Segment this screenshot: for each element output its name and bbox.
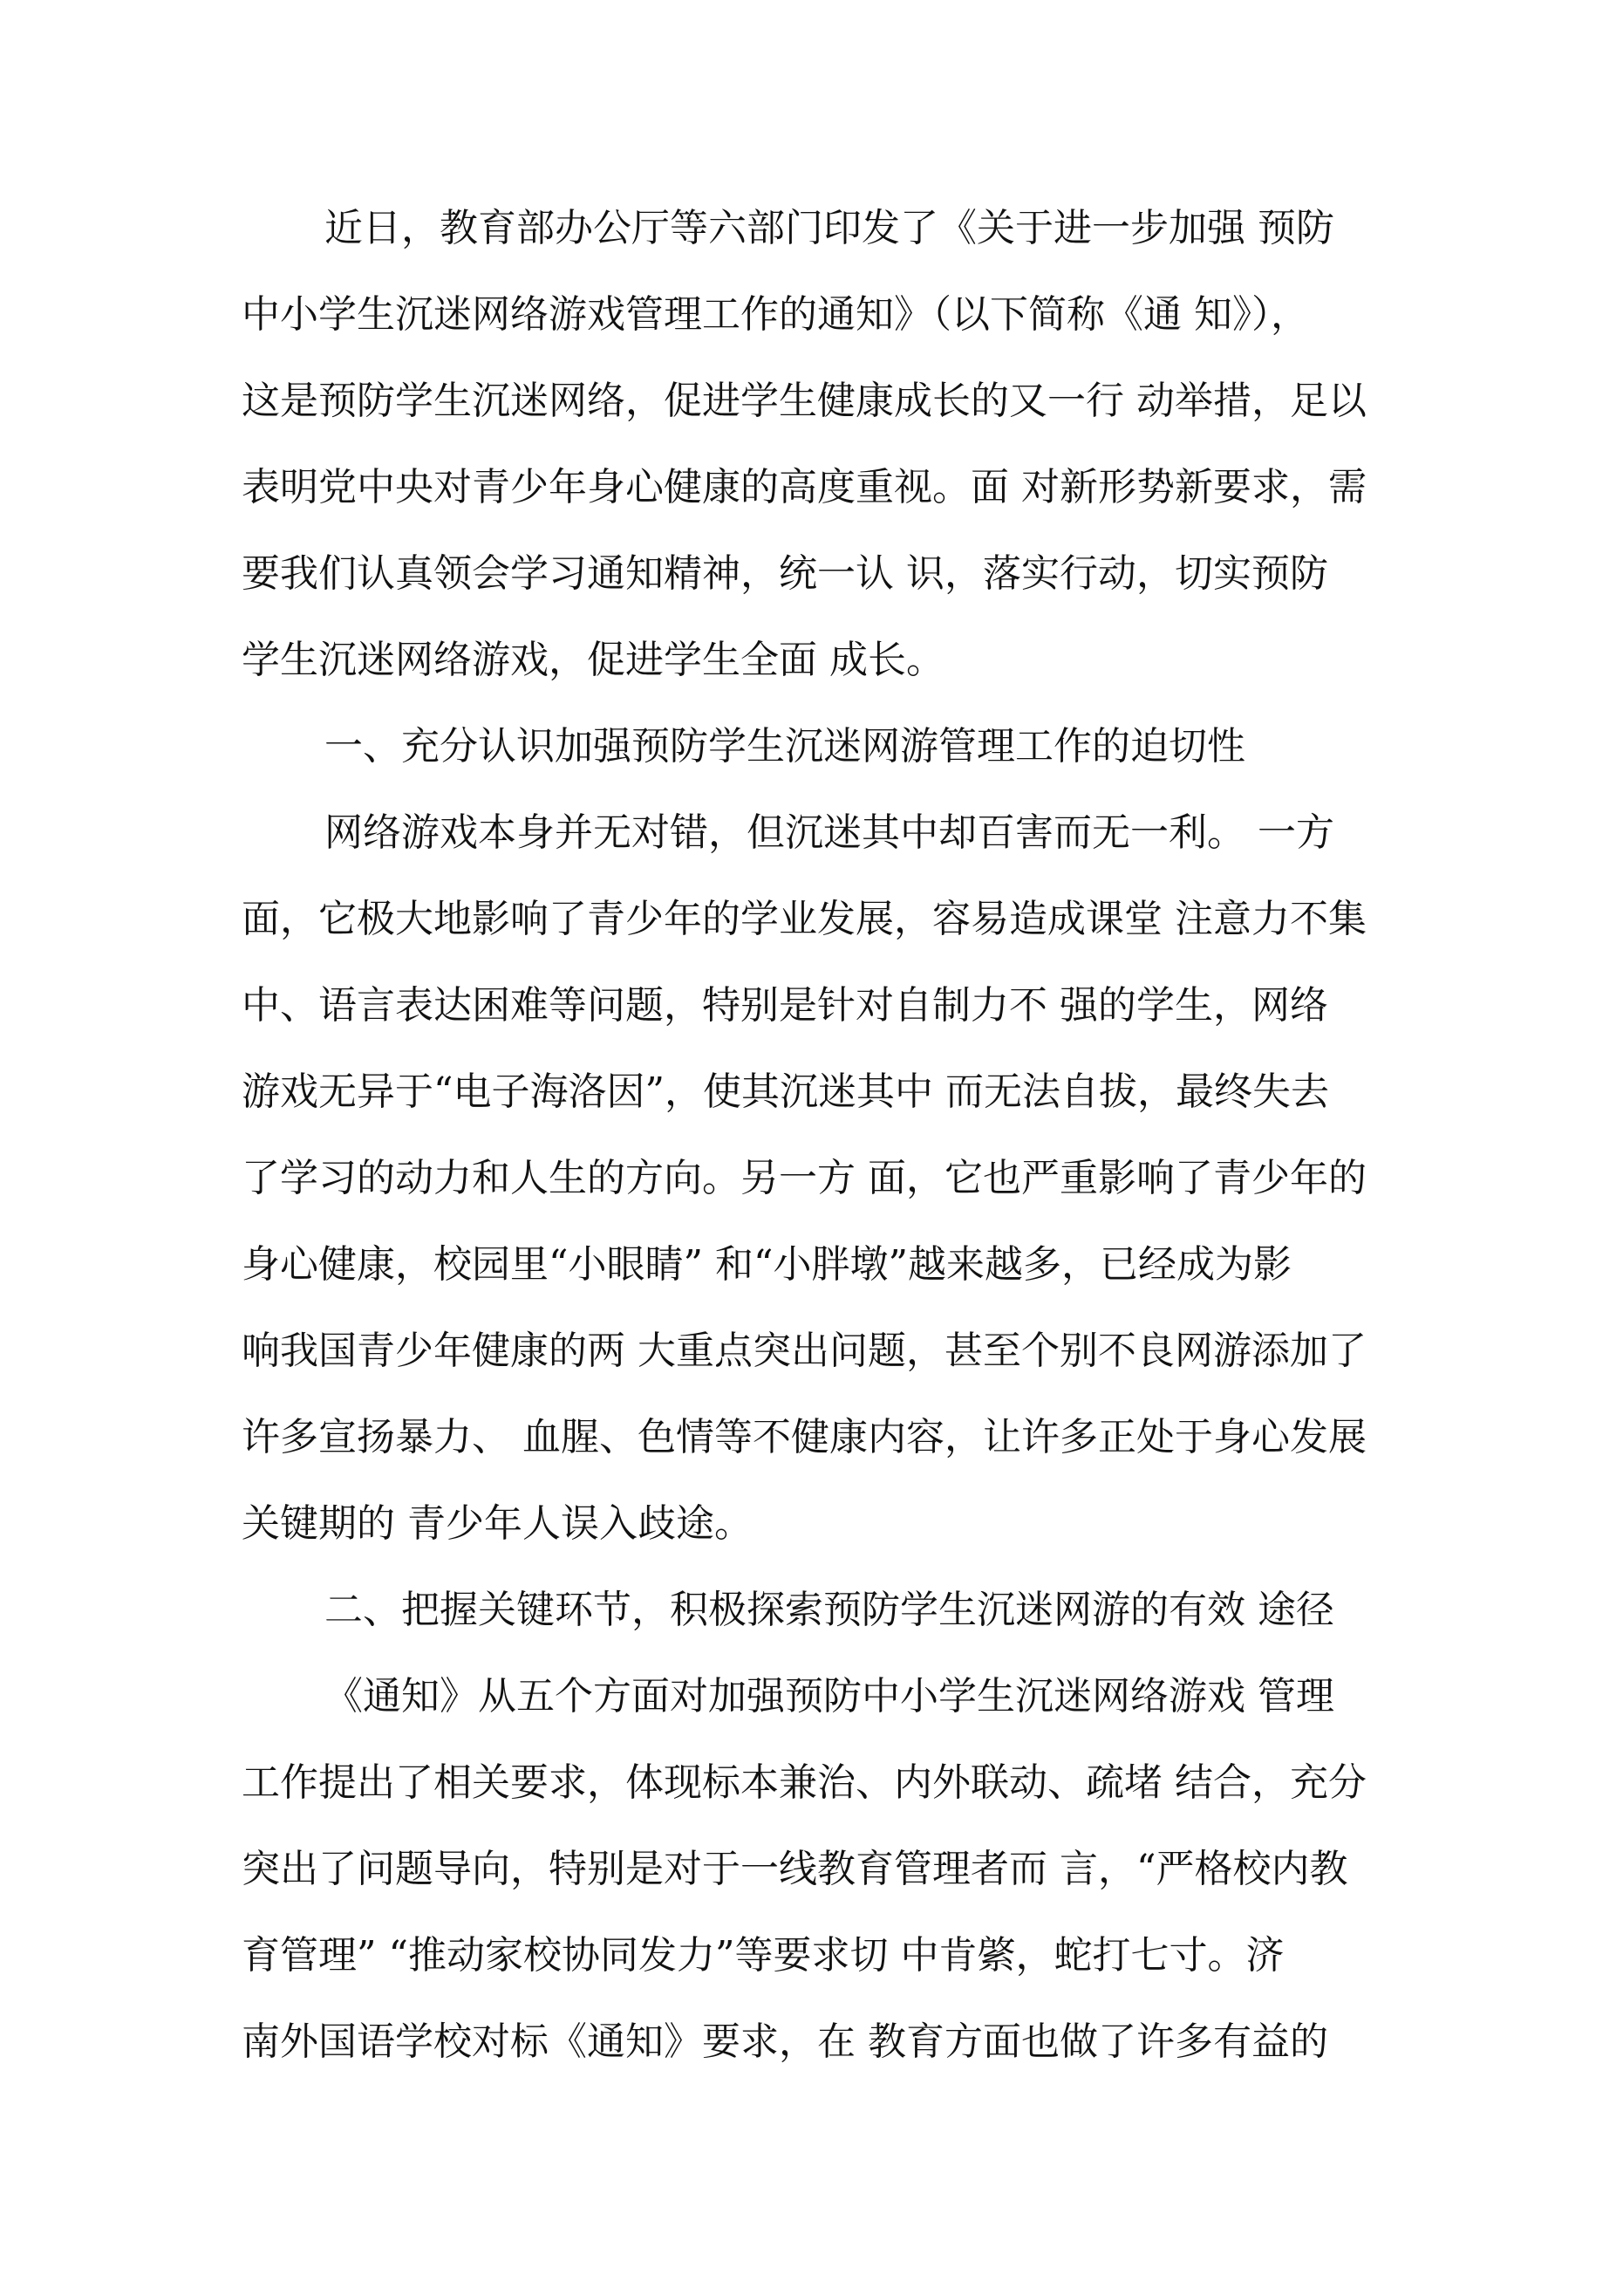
text-line: 要我们认真领会学习通知精神，统一认 识，落实行动，切实预防 — [242, 551, 1328, 596]
text-line: 中、语言表达困难等问题，特别是针对自制力不 强的学生，网络 — [242, 983, 1328, 1028]
text-line: 突出了问题导向，特别是对于一线教育管理者而 言，“严格校内教 — [242, 1847, 1348, 1891]
section-heading: 一、充分认识加强预防学生沉迷网游管理工作的迫切性 — [324, 724, 1245, 769]
text-line: 工作提出了相关要求，体现标本兼治、内外联动、疏堵 结合，充分 — [242, 1760, 1367, 1805]
text-line: 中小学生沉迷网络游戏管理工作的通知》（以下简称《通 知》）， — [242, 292, 1309, 337]
text-line: 响我国青少年健康的两 大重点突出问题，甚至个别不良网游添加了 — [242, 1329, 1367, 1373]
text-line: 育管理” “推动家校协同发力”等要求切 中肯綮，蛇打七寸。济 — [242, 1933, 1285, 1978]
text-line: 这是预防学生沉迷网络，促进学生健康成长的又一行 动举措，足以 — [242, 379, 1367, 423]
text-line: 网络游戏本身并无对错，但沉迷其中却百害而无一利。 一方 — [324, 810, 1334, 855]
text-line: 身心健康，校园里“小眼睛” 和“小胖墩”越来越多，已经成为影 — [242, 1242, 1292, 1287]
text-line: 学生沉迷网络游戏，促进学生全面 成长。 — [242, 638, 944, 682]
text-line: 关键期的 青少年人误入歧途。 — [242, 1501, 753, 1546]
text-line: 表明党中央对青少年身心健康的高度重视。面 对新形势新要求，需 — [242, 465, 1367, 509]
text-line: 《通知》从五个方面对加强预防中小学生沉迷网络游戏 管理 — [324, 1674, 1334, 1719]
text-line: 近日，教育部办公厅等六部门印发了《关于进一步加强 预防 — [324, 206, 1334, 250]
text-line: 南外国语学校对标《通知》要求，在 教育方面也做了许多有益的 — [242, 2019, 1328, 2064]
section-heading: 二、把握关键环节，积极探索预防学生沉迷网游的有效 途径 — [324, 1588, 1334, 1632]
text-line: 面，它极大地影响了青少年的学业发展，容易造成课堂 注意力不集 — [242, 897, 1367, 941]
text-line: 了学习的动力和人生的方向。另一方 面，它也严重影响了青少年的 — [242, 1156, 1367, 1200]
text-line: 许多宣扬暴力、 血腥、色情等不健康内容，让许多正处于身心发展 — [242, 1415, 1367, 1459]
text-line: 游戏无异于“电子海洛因”，使其沉迷其中 而无法自拔，最终失去 — [242, 1069, 1329, 1114]
